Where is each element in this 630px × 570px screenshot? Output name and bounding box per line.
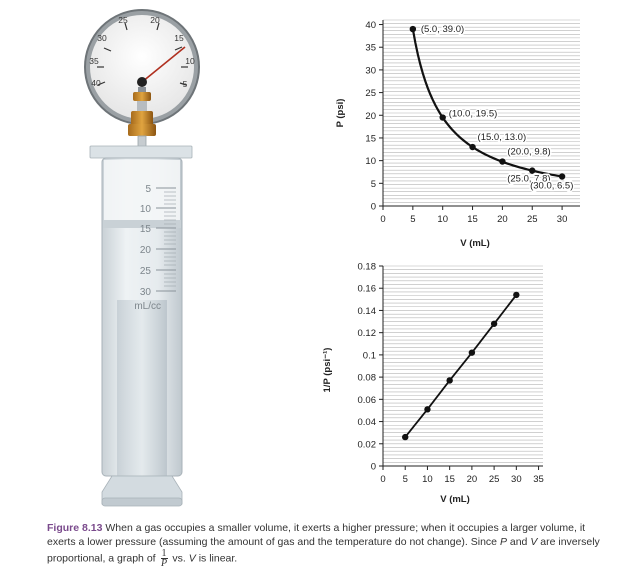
y-tick-label: 0.02 (357, 439, 376, 451)
data-label: (30.0, 6.5) (530, 180, 574, 192)
y-tick-label: 0.16 (357, 283, 376, 295)
x-axis-label: V (mL) (440, 494, 470, 505)
data-label: (15.0, 13.0) (477, 132, 527, 144)
y-tick-label: 0 (370, 201, 376, 213)
fraction-numerator: 1 (161, 548, 167, 559)
y-tick-label: 40 (365, 20, 376, 32)
x-tick-label: 25 (526, 214, 538, 225)
caption-v: V (530, 535, 538, 548)
figure-caption (47, 522, 612, 568)
figure-number: Figure 8.13 (47, 522, 103, 534)
data-point (446, 377, 452, 383)
y-tick-label: 0.06 (357, 394, 376, 406)
data-label: (10.0, 19.5) (448, 108, 498, 120)
data-label: (5.0, 39.0) (420, 24, 465, 36)
x-tick-label: 30 (556, 214, 568, 225)
x-tick-label: 35 (533, 474, 544, 485)
gauge-label-35: 35 (89, 56, 99, 66)
y-tick-label: 0.04 (357, 417, 376, 429)
x-tick-label: 30 (511, 474, 522, 485)
y-tick-label: 20 (365, 110, 376, 122)
y-tick-label: 0.14 (357, 305, 376, 317)
x-tick-label: 10 (437, 214, 448, 225)
data-point (513, 292, 519, 298)
x-tick-label: 20 (497, 214, 508, 225)
data-point (424, 406, 430, 412)
caption-fraction (161, 549, 168, 568)
syringe-label-10: 10 (139, 204, 151, 215)
y-tick-label: 0 (370, 461, 376, 473)
data-point (402, 434, 408, 440)
gauge-label-15: 15 (174, 33, 184, 43)
y-tick-label: 15 (365, 133, 376, 145)
data-label: (20.0, 9.8) (507, 146, 551, 158)
x-tick-label: 15 (467, 214, 478, 225)
data-point (469, 349, 475, 355)
gauge-label-10: 10 (185, 56, 195, 66)
gauge-label-5: 5 (182, 79, 188, 89)
fraction-denominator: P (160, 558, 168, 569)
caption-p: P (499, 535, 507, 548)
x-tick-label: 25 (488, 474, 500, 485)
syringe-label-25: 25 (139, 266, 151, 277)
y-tick-label: 0.08 (357, 372, 376, 384)
y-tick-label: 10 (365, 156, 376, 168)
gauge-label-30: 30 (97, 33, 107, 43)
x-axis-label: V (mL) (460, 238, 490, 249)
syringe-label-20: 20 (139, 245, 151, 256)
data-label: (25.0, 7.8) (507, 173, 551, 185)
x-tick-label: 15 (444, 474, 455, 485)
x-tick-label: 5 (402, 474, 408, 485)
y-axis-label: 1/P (psi⁻¹) (322, 347, 333, 393)
caption-text-2: are inversely proportional, a graph of (47, 535, 600, 565)
y-tick-label: 5 (370, 178, 376, 190)
x-tick-label: 20 (466, 474, 478, 485)
caption-v2: V (188, 552, 196, 565)
y-tick-label: 0.12 (357, 328, 376, 340)
y-tick-label: 35 (365, 42, 376, 54)
y-tick-label: 25 (365, 88, 376, 100)
y-tick-label: 0.18 (357, 261, 376, 273)
syringe-unit: mL/cc (134, 301, 161, 312)
y-tick-label: 0.1 (362, 350, 376, 362)
x-tick-label: 0 (380, 474, 386, 485)
caption-vs: vs. (172, 552, 186, 565)
gauge-label-25: 25 (118, 15, 128, 25)
gauge-label-40: 40 (91, 78, 101, 88)
caption-and: and (509, 535, 528, 548)
x-tick-label: 10 (422, 474, 433, 485)
data-point (491, 321, 497, 327)
y-tick-label: 30 (365, 65, 376, 77)
gauge-label-20: 20 (150, 15, 160, 25)
caption-text-3: is linear. (198, 552, 238, 565)
y-axis-label: P (psi) (335, 98, 346, 128)
x-tick-label: 5 (410, 214, 416, 225)
syringe-label-5: 5 (145, 184, 151, 195)
x-tick-label: 0 (380, 214, 386, 225)
caption-text-1: When a gas occupies a smaller volume, it exerts a higher pressure; when it occupies a larger volume, it exerts a lower pressure (assuming the amount of gas and the temperature do not change). Since (47, 522, 586, 548)
syringe-label-30: 30 (139, 287, 151, 298)
syringe-label-15: 15 (139, 224, 151, 235)
